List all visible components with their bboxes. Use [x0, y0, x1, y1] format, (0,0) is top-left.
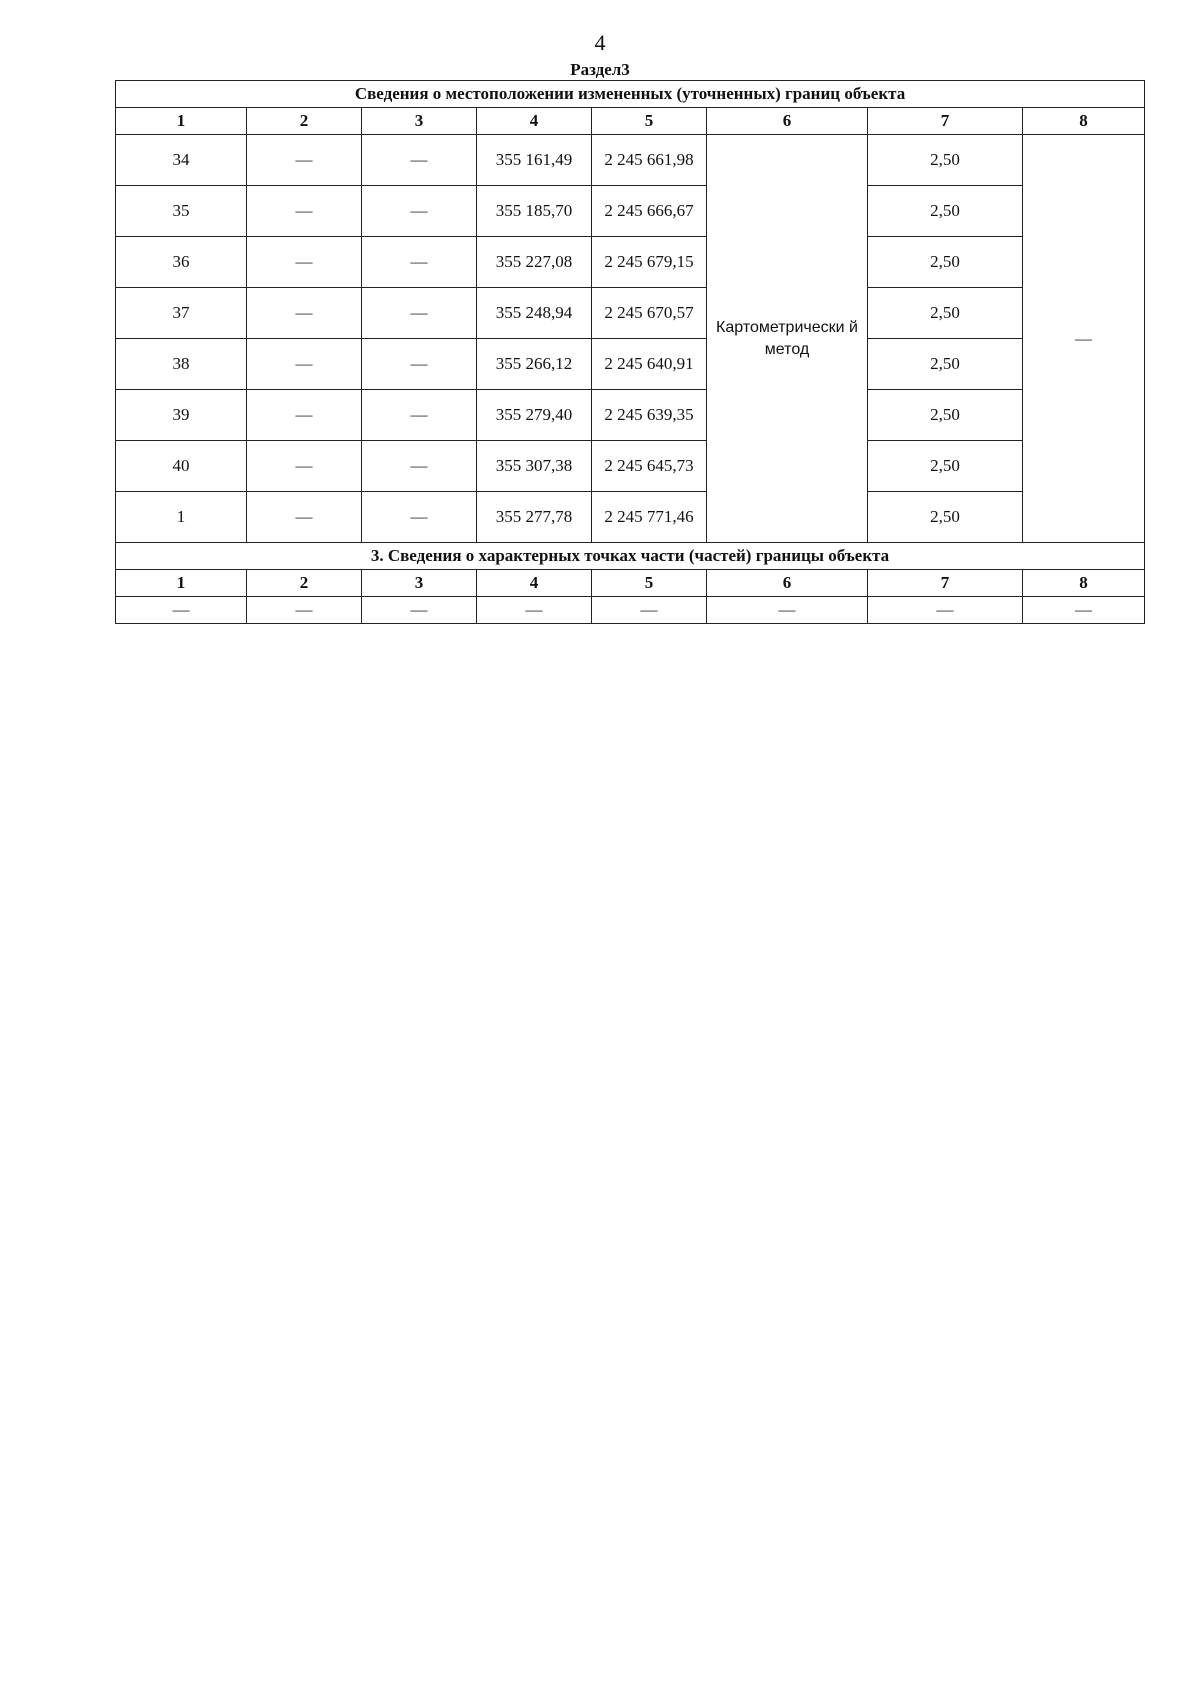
cell-col3: — — [362, 441, 477, 492]
coordinate-x: 355 307,38 — [477, 441, 592, 492]
point-number: 36 — [116, 237, 247, 288]
coordinate-x: 355 227,08 — [477, 237, 592, 288]
column-header: 6 — [707, 108, 868, 135]
empty-cell: — — [707, 597, 868, 624]
empty-cell: — — [1023, 597, 1145, 624]
cell-col3: — — [362, 492, 477, 543]
table-row — [116, 390, 1145, 441]
accuracy-value: 2,50 — [868, 237, 1023, 288]
column-header: 8 — [1023, 570, 1145, 597]
method-cell: Картометрически й метод — [707, 135, 868, 543]
coordinate-y: 2 245 666,67 — [592, 186, 707, 237]
accuracy-value: 2,50 — [868, 339, 1023, 390]
table1-caption-row — [116, 81, 1145, 108]
coordinate-y: 2 245 670,57 — [592, 288, 707, 339]
column-header: 8 — [1023, 108, 1145, 135]
table-row — [116, 288, 1145, 339]
coordinate-y: 2 245 640,91 — [592, 339, 707, 390]
empty-cell: — — [868, 597, 1023, 624]
table-row — [116, 237, 1145, 288]
point-number: 40 — [116, 441, 247, 492]
table2-caption: 3. Сведения о характерных точках части (частей) границы объекта — [116, 543, 1145, 570]
cell-col3: — — [362, 237, 477, 288]
column-header: 7 — [868, 108, 1023, 135]
accuracy-value: 2,50 — [868, 135, 1023, 186]
column-header: 4 — [477, 108, 592, 135]
coordinate-x: 355 277,78 — [477, 492, 592, 543]
cell-col3: — — [362, 288, 477, 339]
cell-col2: — — [247, 390, 362, 441]
empty-cell: — — [362, 597, 477, 624]
cell-col3: — — [362, 339, 477, 390]
empty-cell: — — [592, 597, 707, 624]
coordinate-y: 2 245 639,35 — [592, 390, 707, 441]
column-header: 2 — [247, 570, 362, 597]
cell-col3: — — [362, 135, 477, 186]
table-row — [116, 441, 1145, 492]
point-number: 38 — [116, 339, 247, 390]
column-header: 7 — [868, 570, 1023, 597]
section-title: Раздел3 — [570, 60, 630, 79]
coordinate-x: 355 161,49 — [477, 135, 592, 186]
coordinate-y: 2 245 679,15 — [592, 237, 707, 288]
column-header: 3 — [362, 570, 477, 597]
column-header: 1 — [116, 108, 247, 135]
table1-caption: Сведения о местоположении измененных (уточненных) границ объекта — [116, 81, 1145, 108]
cell-col2: — — [247, 237, 362, 288]
point-number: 34 — [116, 135, 247, 186]
table-row — [116, 186, 1145, 237]
column-header: 2 — [247, 108, 362, 135]
cell-col2: — — [247, 441, 362, 492]
empty-cell: — — [116, 597, 247, 624]
column8-cell: — — [1023, 135, 1145, 543]
cell-col2: — — [247, 492, 362, 543]
table2-header-row — [116, 570, 1145, 597]
table-row — [116, 135, 1145, 186]
point-number: 35 — [116, 186, 247, 237]
cell-col2: — — [247, 288, 362, 339]
point-number: 39 — [116, 390, 247, 441]
cell-col2: — — [247, 135, 362, 186]
cell-col2: — — [247, 339, 362, 390]
column-header: 1 — [116, 570, 247, 597]
cell-col3: — — [362, 390, 477, 441]
coordinate-y: 2 245 661,98 — [592, 135, 707, 186]
coordinate-y: 2 245 645,73 — [592, 441, 707, 492]
coordinate-y: 2 245 771,46 — [592, 492, 707, 543]
point-number: 37 — [116, 288, 247, 339]
point-number: 1 — [116, 492, 247, 543]
cell-col2: — — [247, 186, 362, 237]
table2-caption-row — [116, 543, 1145, 570]
coordinate-x: 355 266,12 — [477, 339, 592, 390]
accuracy-value: 2,50 — [868, 492, 1023, 543]
cell-col3: — — [362, 186, 477, 237]
table-row — [116, 492, 1145, 543]
table1-header-row — [116, 108, 1145, 135]
accuracy-value: 2,50 — [868, 186, 1023, 237]
table-row — [116, 597, 1145, 624]
coordinate-x: 355 279,40 — [477, 390, 592, 441]
page-number: 4 — [594, 30, 606, 55]
column-header: 5 — [592, 570, 707, 597]
accuracy-value: 2,50 — [868, 288, 1023, 339]
coordinate-x: 355 185,70 — [477, 186, 592, 237]
column-header: 3 — [362, 108, 477, 135]
empty-cell: — — [477, 597, 592, 624]
column-header: 4 — [477, 570, 592, 597]
boundary-table — [115, 80, 1145, 624]
column-header: 6 — [707, 570, 868, 597]
empty-cell: — — [247, 597, 362, 624]
accuracy-value: 2,50 — [868, 390, 1023, 441]
accuracy-value: 2,50 — [868, 441, 1023, 492]
column-header: 5 — [592, 108, 707, 135]
table-row — [116, 339, 1145, 390]
coordinate-x: 355 248,94 — [477, 288, 592, 339]
